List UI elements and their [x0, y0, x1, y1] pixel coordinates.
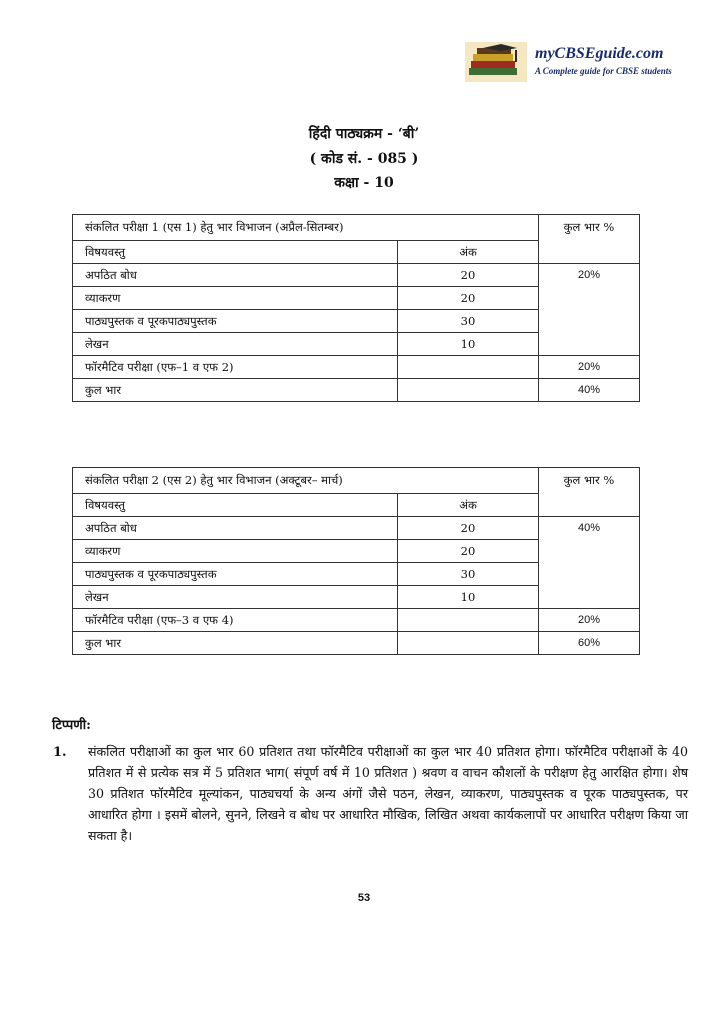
table-row: लेखन 10 — [73, 586, 640, 609]
term2-weightage-table — [72, 467, 640, 655]
total-weight-header: कुल भार % — [539, 215, 640, 241]
mycbseguide-logo — [465, 42, 683, 82]
table-row: अपठित बोध 20 20% — [73, 264, 640, 287]
table-row: फॉरमैटिव परीक्षा (एफ–3 व एफ 4) 20% — [73, 609, 640, 632]
table-caption: संकलित परीक्षा 1 (एस 1) हेतु भार विभाजन (अप्रैल-सितम्बर) — [73, 215, 539, 241]
table-row: पाठ्यपुस्तक व पूरकपाठ्यपुस्तक 30 — [73, 310, 640, 333]
logo-brand: myCBSEguide.com — [535, 45, 664, 62]
notes-title: टिप्पणी: — [52, 718, 91, 733]
table-row: पाठ्यपुस्तक व पूरकपाठ्यपुस्तक 30 — [73, 563, 640, 586]
subject-code: ( कोड सं. - 085 ) — [309, 151, 419, 167]
table-row: फॉरमैटिव परीक्षा (एफ–1 व एफ 2) 20% — [73, 356, 640, 379]
total-weight-header: कुल भार % — [539, 468, 640, 494]
marks-header: अंक — [398, 241, 539, 264]
table-row: अपठित बोध 20 40% — [73, 517, 640, 540]
table-row: कुल भार 40% — [73, 379, 640, 402]
table-row: व्याकरण 20 — [73, 540, 640, 563]
note-number: 1. — [53, 745, 67, 760]
subject-header: विषयवस्तु — [73, 241, 398, 264]
books-icon — [465, 42, 527, 82]
subject-header: विषयवस्तु — [73, 494, 398, 517]
table-row: लेखन 10 — [73, 333, 640, 356]
logo-tagline: A Complete guide for CBSE students — [535, 66, 672, 76]
table-caption: संकलित परीक्षा 2 (एस 2) हेतु भार विभाजन (अक्टूबर– मार्च) — [73, 468, 539, 494]
note-text: संकलित परीक्षाओं का कुल भार 60 प्रतिशत तथा फॉरमैटिव परीक्षाओं का कुल भार 40 प्रतिशत होगा। फॉरमैटिव परीक्षाओं के 40 प्रतिशत में से प्रत्येक सत्र में 5 प्रतिशत भाग( संपूर्ण वर्ष में 10 प्रतिशत ) श्रवण व वाचन कौशलों के परीक्षण हेतु आरक्षित होगा। शेष 30 प्रतिशत फॉरमैटिव मूल्यांकन, पाठ्यचर्या के अन्य अंगों जैसे पठन, लेखन, व्याकरण, पाठ्यपुस्तक व पूरक पाठ्यपुस्तक, पर आधारित होगा । इसमें बोलने, सुनने, लिखने व बोध पर आधारित मौखिक, लिखित अथवा कार्यकलापों पर आधारित परीक्षण किया जा सकता है। — [88, 744, 688, 843]
page-number: 53 — [357, 892, 371, 904]
table-row: कुल भार 60% — [73, 632, 640, 655]
marks-header: अंक — [398, 494, 539, 517]
syllabus-title: हिंदी पाठ्यक्रम - ‘बी’ — [308, 126, 420, 142]
term1-weightage-table — [72, 214, 640, 402]
table-row: व्याकरण 20 — [73, 287, 640, 310]
class-label: कक्षा - 10 — [334, 175, 394, 191]
